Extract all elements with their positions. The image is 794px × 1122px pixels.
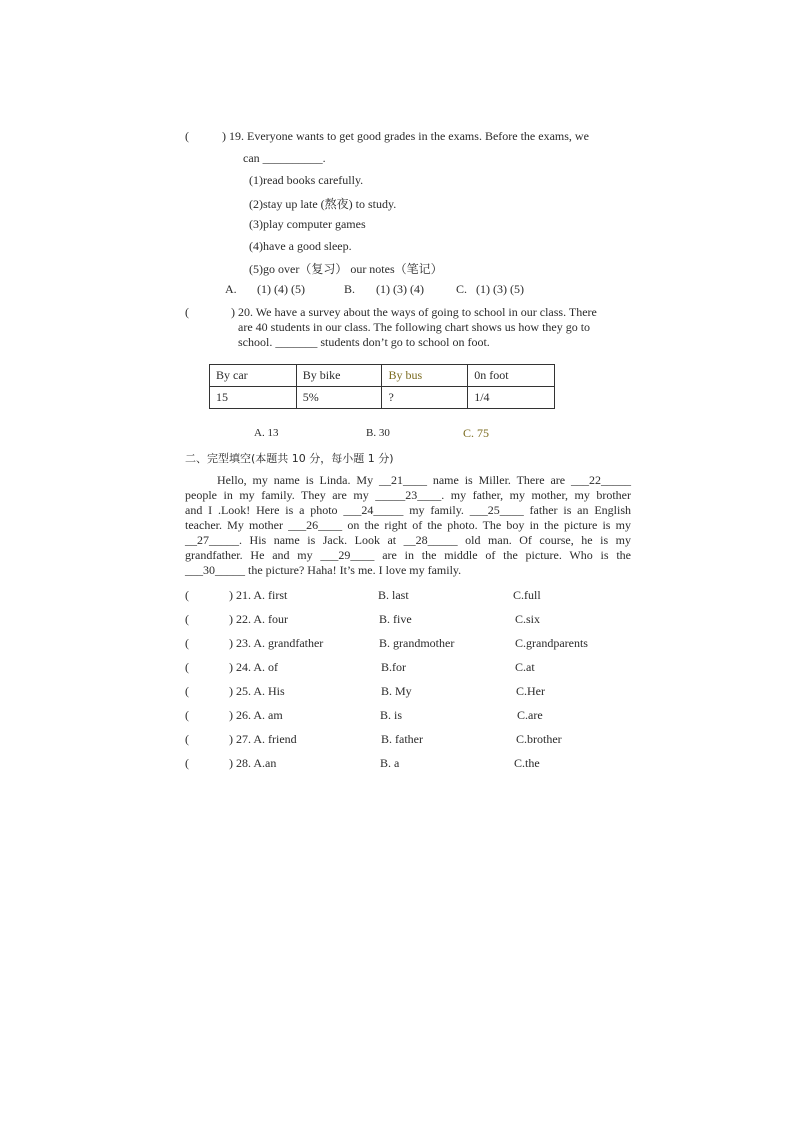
passage-line-3: and I .Look! Here is a photo ___24_____ my family. ___25____ father is an English (185, 503, 631, 517)
q21-option-a: ) 21. A. first (229, 588, 288, 602)
q20-choice-c: C. 75 (463, 426, 490, 440)
passage-line-1: Hello, my name is Linda. My __21____ name is Miller. There are ___22_____ (217, 473, 631, 487)
q19-option-4: (4)have a good sleep. (249, 239, 352, 253)
q19-choice-a-label: A. (225, 282, 237, 296)
q25-option-b: B. My (381, 684, 412, 698)
q25-paren-left: ( (185, 684, 189, 698)
q20-stem-line3: school. _______ students don’t go to school on foot. (238, 335, 490, 349)
q28-option-b: B. a (380, 756, 400, 770)
q23-paren-left: ( (185, 636, 189, 650)
q19-choice-b-label: B. (344, 282, 356, 296)
passage-line-7: ___30_____ the picture? Haha! It’s me. I love my family. (185, 563, 462, 577)
q20-paren-left: ( (185, 305, 189, 319)
q25-option-a: ) 25. A. His (229, 684, 285, 698)
q22-option-c: C.six (515, 612, 541, 626)
survey-value-row (210, 387, 555, 409)
passage-line-6: grandfather. He and my ___29____ are in the middle of the picture. Who is the (185, 548, 631, 562)
q19-paren-left: ( (185, 129, 189, 143)
q23-option-a: ) 23. A. grandfather (229, 636, 324, 650)
survey-header-car: By car (210, 365, 297, 387)
q28-option-a: ) 28. A.an (229, 756, 277, 770)
survey-header-bus: By bus (382, 365, 468, 387)
passage-line-2: people in my family. They are my _____23____. my father, my mother, my brother (185, 488, 631, 502)
q23-option-b: B. grandmother (379, 636, 455, 650)
cloze-passage (185, 473, 631, 578)
q24-option-a: ) 24. A. of (229, 660, 278, 674)
q28-option-c: C.the (514, 756, 540, 770)
survey-value-bus: ? (382, 387, 468, 409)
q21-option-b: B. last (378, 588, 409, 602)
survey-value-bike: 5% (296, 387, 382, 409)
q19-stem-line1: 19. Everyone wants to get good grades in the exams. Before the exams, we (229, 129, 589, 143)
q20-paren-right: ) (231, 305, 235, 319)
section2-title: 二、完型填空(本题共 10 分，每小题 1 分) (185, 452, 394, 465)
q19-paren-right: ) (222, 129, 226, 143)
q28-paren-left: ( (185, 756, 189, 770)
passage-line-5: __27_____. His name is Jack. Look at __28_____ old man. Of course, he is my (185, 533, 631, 547)
q27-paren-left: ( (185, 732, 189, 746)
q19-option-1: (1)read books carefully. (249, 173, 364, 187)
q21-paren-left: ( (185, 588, 189, 602)
q20-choice-b: B. 30 (366, 427, 390, 439)
q22-paren-left: ( (185, 612, 189, 626)
q24-option-b: B.for (381, 660, 406, 674)
q23-option-c: C.grandparents (515, 636, 588, 650)
q19-choice-a: (1) (4) (5) (257, 282, 305, 296)
q20-stem-line1: 20. We have a survey about the ways of going to school in our class. There (238, 305, 597, 319)
q19-choice-c-label: C. (456, 282, 468, 296)
q26-option-b: B. is (380, 708, 403, 722)
q24-option-c: C.at (515, 660, 535, 674)
q27-option-b: B. father (381, 732, 423, 746)
survey-header-foot: 0n foot (468, 365, 555, 387)
q25-option-c: C.Her (516, 684, 545, 698)
q20-choice-a: A. 13 (254, 427, 279, 439)
survey-table (209, 364, 555, 409)
q27-option-c: C.brother (516, 732, 562, 746)
q19-stem-line2: can __________. (243, 151, 326, 165)
q21-option-c: C.full (513, 588, 541, 602)
q19-option-3: (3)play computer games (249, 217, 366, 231)
q22-option-a: ) 22. A. four (229, 612, 288, 626)
survey-value-car: 15 (210, 387, 297, 409)
passage-line-4: teacher. My mother ___26____ on the right of the photo. The boy in the picture is my (185, 518, 631, 532)
q27-option-a: ) 27. A. friend (229, 732, 297, 746)
q20-stem-line2: are 40 students in our class. The following chart shows us how they go to (238, 320, 591, 334)
q19-option-2: (2)stay up late (熬夜) to study. (249, 197, 397, 211)
q26-paren-left: ( (185, 708, 189, 722)
q19-choice-b: (1) (3) (4) (376, 282, 424, 296)
q26-option-a: ) 26. A. am (229, 708, 283, 722)
q19-option-5: (5)go over（复习） our notes（笔记） (249, 262, 443, 276)
q26-option-c: C.are (517, 708, 543, 722)
q19-choice-c: (1) (3) (5) (476, 282, 524, 296)
survey-header-bike: By bike (296, 365, 382, 387)
survey-value-foot: 1/4 (468, 387, 555, 409)
q24-paren-left: ( (185, 660, 189, 674)
q22-option-b: B. five (379, 612, 412, 626)
survey-header-row (210, 365, 555, 387)
